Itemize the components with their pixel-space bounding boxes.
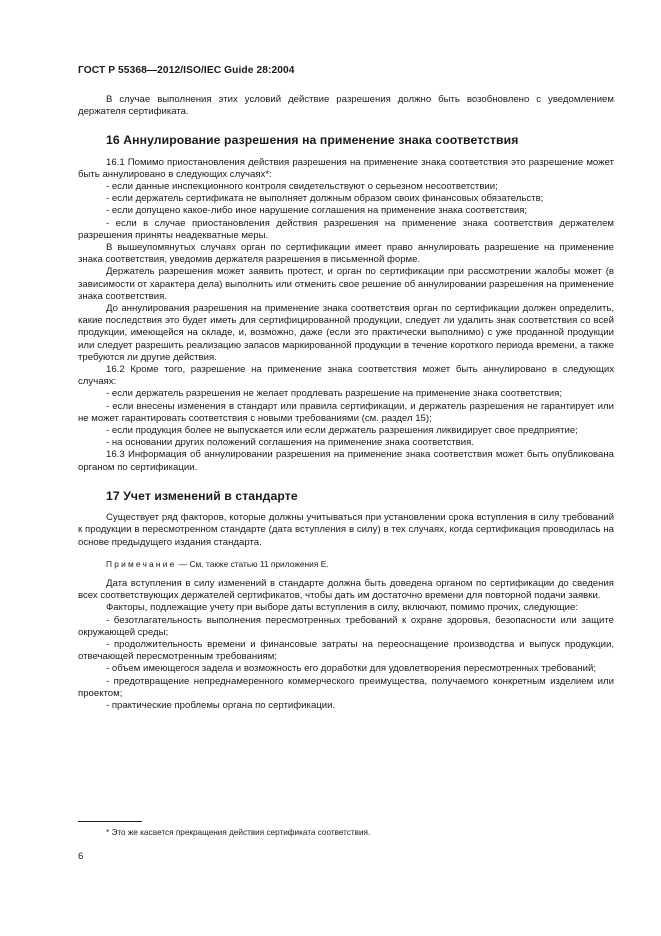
- note-text: — См. также статью 11 приложения Е.: [176, 558, 329, 569]
- document-body: [78, 94, 614, 712]
- page-number: 6: [78, 851, 84, 862]
- paragraph: Держатель разрешения может заявить протест, и орган по сертификации при рассмотрении жалобы может (в зависимости от характера дела) выполнить или отменить свое решение об аннулировании разрешения на применение знака соответствия.: [78, 266, 614, 302]
- paragraph: Дата вступления в силу изменений в стандарте должна быть доведена органом по сертификации до сведения всех соответствующих держателей сертификатов, чтобы дать им достаточно времени для повторной подачи заявки.: [78, 577, 614, 602]
- list-item: - объем имеющегося задела и возможность его доработки для удовлетворения пересмотренных требований;: [106, 663, 597, 675]
- paragraph: В случае выполнения этих условий действие разрешения должно быть возобновлено с уведомлением держателя сертификата.: [78, 94, 614, 118]
- list-item: - продолжительность времени и финансовые затраты на переоснащение производства и выпуск продукции, отвечающей пересмотренным требованиям;: [78, 638, 614, 663]
- paragraph: 16.3 Информация об аннулировании разрешения на применение знака соответствия может быть опубликована органом по сертификации.: [78, 449, 614, 473]
- list-item: - если данные инспекционного контроля свидетельствуют о серьезном несоответствии;: [106, 181, 498, 193]
- list-item: - безотлагательность выполнения пересмотренных требований к охране здоровья, безопасности или защите окружающей среды;: [78, 614, 614, 638]
- note-label: Примечание: [106, 558, 177, 569]
- paragraph: 16.2 Кроме того, разрешение на применение знака соответствия может быть аннулировано в следующих случаях:: [78, 364, 614, 388]
- list-item: - на основании других положений соглашения на применение знака соответствия.: [106, 437, 474, 449]
- list-item: - практические проблемы органа по сертификации.: [106, 699, 336, 711]
- list-item: - если держатель сертификата не выполняет должным образом своих финансовых обязательств;: [106, 193, 544, 205]
- footnote: * Это же касается прекращения действия сертификата соответствия.: [106, 828, 371, 837]
- paragraph: 16.1 Помимо приостановления действия разрешения на применение знака соответствия это разрешение может быть аннулировано в следующих случаях*:: [78, 156, 614, 180]
- list-item: - если внесены изменения в стандарт или правила сертификации, и держатель разрешения не гарантирует или не может гарантировать соответствия с новыми требованиями (см. раздел 15);: [78, 400, 614, 424]
- document-header: ГОСТ Р 55368—2012/ISO/IEC Guide 28:2004: [78, 65, 295, 76]
- paragraph: До аннулирования разрешения на применение знака соответствия орган по сертификации должен определить, какие последствия это будет иметь для сертифицированной продукции, следует ли удалить знак соответствия со всей продукции, имеющейся на складе, и, возможно, даже (если это практически выполнимо) с уже проданной продукции или следует разрешить реализацию запасов маркированной продукции в течение короткого периода времени, а также требуются ли другие действия.: [78, 303, 614, 363]
- section-16-title: 16 Аннулирование разрешения на применение знака соответствия: [106, 133, 519, 148]
- list-item: - предотвращение непреднамеренного коммерческого преимущества, получаемого конкретным изделием или проектом;: [78, 675, 614, 699]
- footnote-divider: [78, 821, 142, 822]
- list-item: - если допущено какое-либо иное нарушение соглашения на применение знака соответствия;: [106, 205, 528, 217]
- list-item: - если продукция более не выпускается или если держатель разрешения ликвидирует свое предприятие;: [106, 425, 578, 437]
- note: [78, 558, 614, 570]
- paragraph: В вышеупомянутых случаях орган по сертификации имеет право аннулировать разрешение на применение знака соответствия, уведомив держателя разрешения в письменной форме.: [78, 242, 614, 266]
- list-item: - если держатель разрешения не желает продлевать разрешение на применение знака соответствия;: [106, 388, 563, 400]
- paragraph: Факторы, подлежащие учету при выборе даты вступления в силу, включают, помимо прочих, следующие:: [106, 602, 578, 614]
- paragraph: Существует ряд факторов, которые должны учитываться при установлении срока вступления в силу требований к продукции в пересмотренном стандарте (дата вступления в силу) в тех случаях, когда сертификация проводилась на основе предыдущего издания стандарта.: [78, 512, 614, 548]
- section-17-title: 17 Учет изменений в стандарте: [106, 488, 298, 503]
- list-item: - если в случае приостановления действия разрешения на применение знака соответствия держателем разрешения приняты неадекватные меры.: [78, 217, 614, 241]
